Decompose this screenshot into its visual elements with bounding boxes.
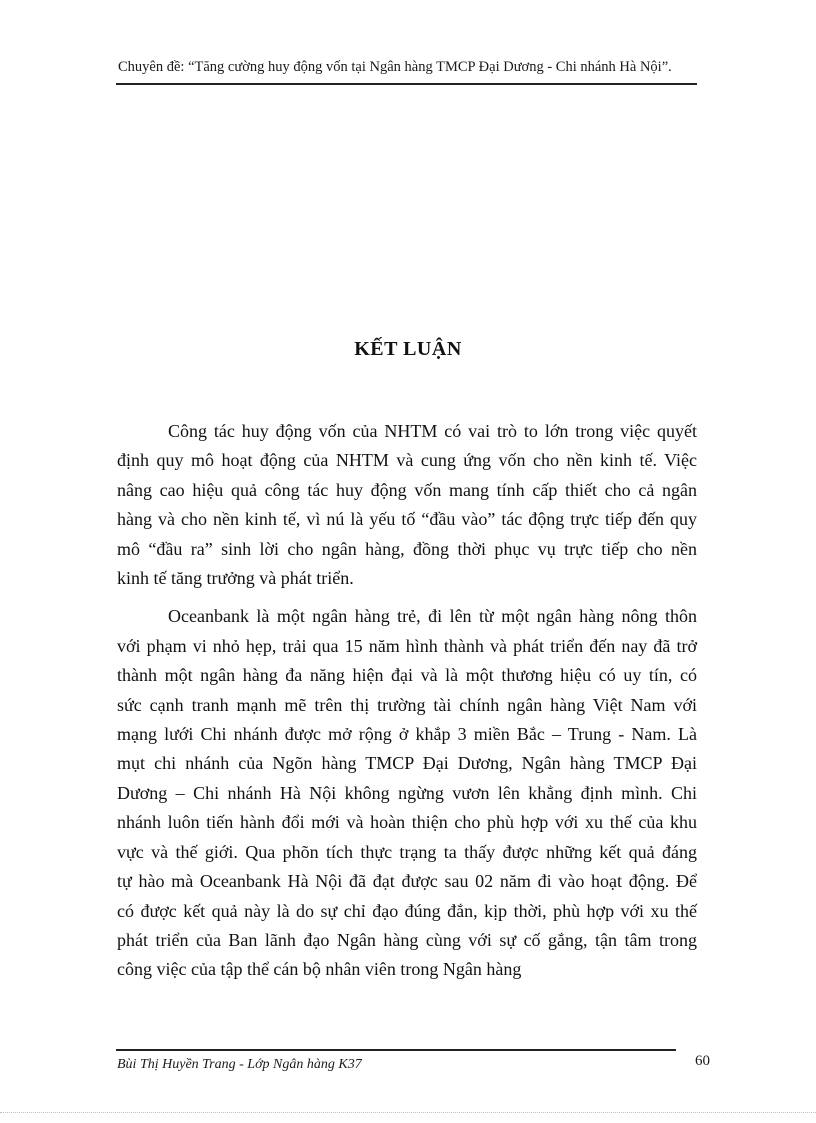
- section-title: KẾT LUẬN: [354, 338, 462, 360]
- paragraph-line: với phạm vi nhỏ hẹp, trải qua 15 năm hình thành và phát triển đến nay đã trở: [117, 635, 697, 656]
- footer-author: Bùi Thị Huyền Trang - Lớp Ngân hàng K37: [117, 1057, 362, 1072]
- paragraph-line: nâng cao hiệu quả công tác huy động vốn mang tính cấp thiết cho cả ngân: [117, 479, 697, 500]
- paragraph-line: định quy mô hoạt động của NHTM và cung ứng vốn cho nền kinh tế. Việc: [117, 450, 697, 471]
- paragraph-line: mô “đầu ra” sinh lời cho ngân hàng, đồng thời phục vụ trực tiếp cho nền: [117, 538, 697, 559]
- paragraph-line: Dương – Chi nhánh Hà Nội không ngừng vươn lên khẳng định mình. Chi: [117, 782, 697, 803]
- paragraph-line: Công tác huy động vốn của NHTM có vai trò to lớn trong việc quyết: [168, 421, 697, 441]
- paragraph-line: nhánh luôn tiến hành đổi mới và hoàn thiện cho phù hợp với xu thế của khu: [117, 812, 697, 833]
- running-header: Chuyên đề: “Tăng cường huy động vốn tại Ngân hàng TMCP Đại Dương - Chi nhánh Hà Nội”.: [118, 59, 672, 75]
- page-edge-divider: [0, 1112, 816, 1113]
- paragraph-line: Oceanbank là một ngân hàng trẻ, đi lên từ một ngân hàng nông thôn: [168, 606, 697, 627]
- paragraph-line: phát triển của Ban lãnh đạo Ngân hàng cùng với sự cố gắng, tận tâm trong: [117, 929, 697, 950]
- page-number: 60: [695, 1053, 710, 1069]
- body-text: [117, 417, 697, 994]
- paragraph: [117, 417, 697, 593]
- paragraph-line: công việc của tập thể cán bộ nhân viên trong Ngân hàng: [117, 959, 522, 980]
- paragraph-line: thành một ngân hàng đa năng hiện đại và là một thương hiệu có uy tín, có: [117, 665, 697, 686]
- paragraph-line: có được kết quả này là do sự chỉ đạo đúng đắn, kịp thời, phù hợp với xu thế: [117, 900, 697, 921]
- paragraph-line: sức cạnh tranh mạnh mẽ trên thị trường tài chính ngân hàng Việt Nam với: [117, 694, 697, 715]
- paragraph-line: kinh tế tăng trưởng và phát triển.: [117, 568, 354, 589]
- paragraph-line: mạng lưới Chi nhánh được mở rộng ở khắp 3 miền Bắc – Trung - Nam. Là: [117, 724, 697, 745]
- paragraph: [117, 602, 697, 984]
- paragraph-line: hàng và cho nền kinh tế, vì nú là yếu tố “đầu vào” tác động trực tiếp đến quy: [117, 509, 697, 530]
- footer-rule: [116, 1049, 676, 1051]
- paragraph-line: mụt chi nhánh của Ngõn hàng TMCP Đại Dương, Ngân hàng TMCP Đại: [117, 753, 697, 774]
- paragraph-line: vực và thế giới. Qua phõn tích thực trạng ta thấy được những kết quả đáng: [117, 841, 697, 862]
- header-rule: [116, 83, 697, 85]
- paragraph-line: tự hào mà Oceanbank Hà Nội đã đạt được sau 02 năm đi vào hoạt động. Để: [117, 871, 697, 892]
